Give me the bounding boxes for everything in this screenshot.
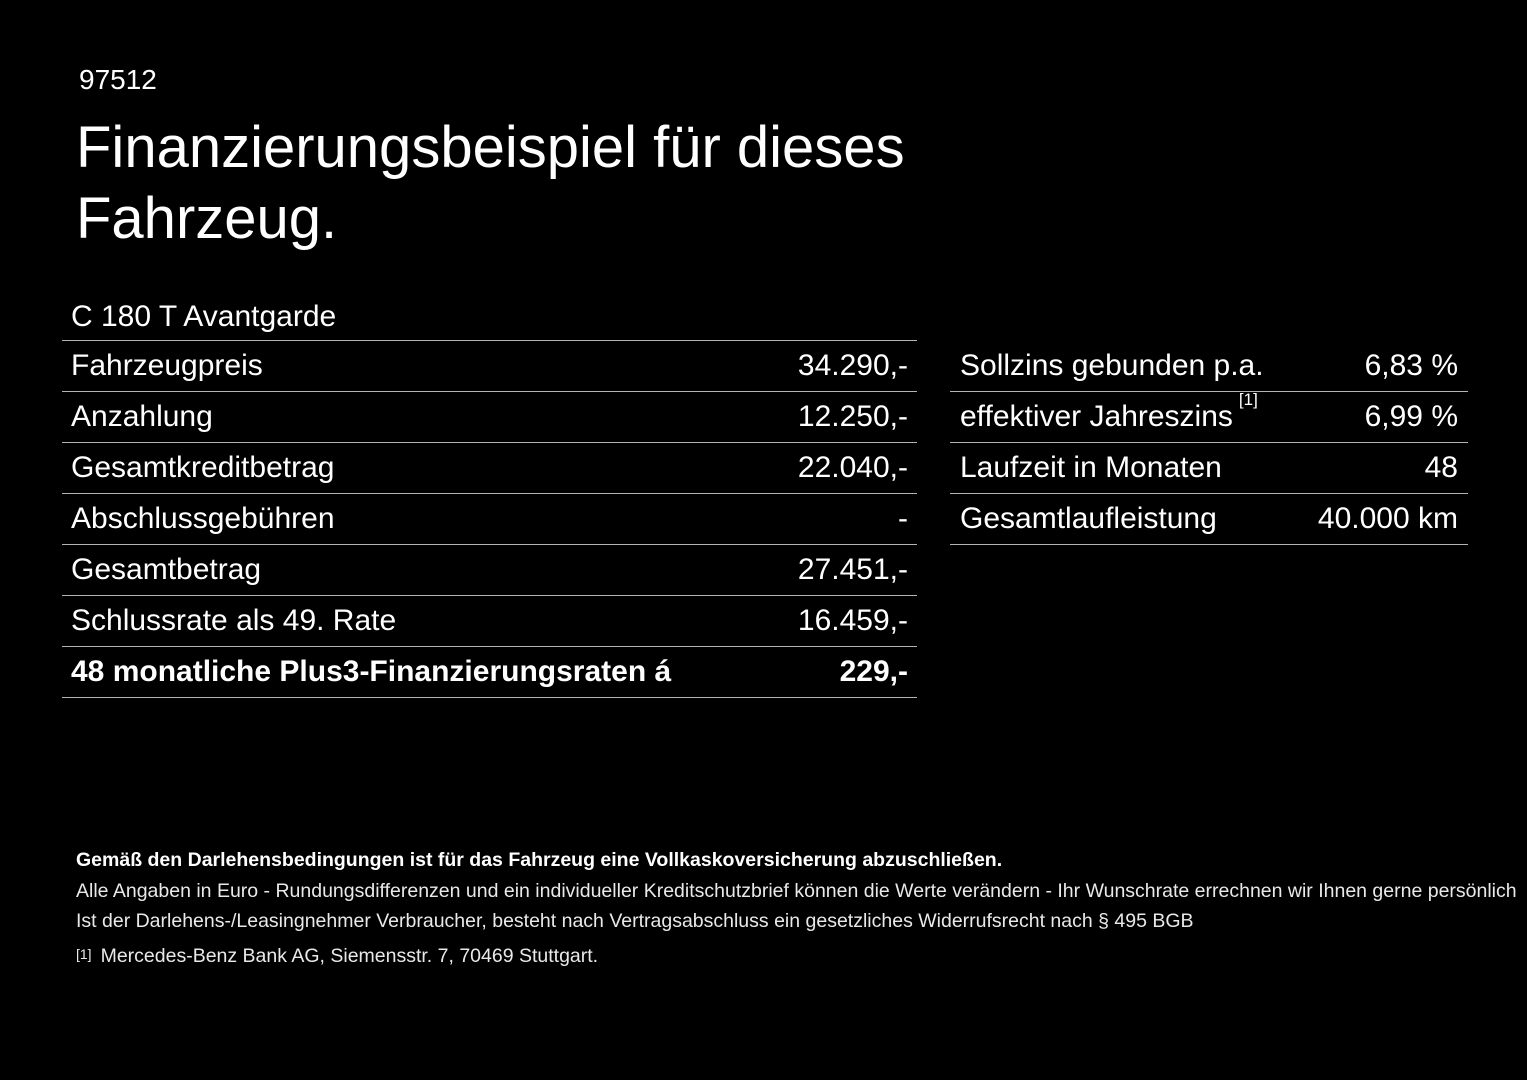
table-row-fahrzeugpreis: [62, 341, 917, 392]
row-value: 22.040,-: [797, 451, 908, 484]
row-value: -: [898, 502, 908, 535]
disclaimer-line-1: Alle Angaben in Euro - Rundungsdifferenzen und ein individueller Kreditschutzbrief können die Werte verändern - Ihr Wunschrate errechnen wir Ihnen gerne persönlich: [76, 880, 1517, 902]
document-number: 97512: [79, 64, 157, 95]
table-row-schlussrate: [62, 596, 917, 647]
conditions-table: [950, 341, 1468, 545]
row-label: Abschlussgebühren: [71, 502, 335, 535]
row-label: Anzahlung: [71, 400, 213, 433]
table-row-gesamtlaufleistung: [950, 494, 1468, 545]
row-label: Gesamtlaufleistung: [960, 502, 1217, 535]
row-value: 6,83 %: [1364, 349, 1458, 382]
row-value: 229,-: [839, 655, 908, 688]
row-label: effektiver Jahreszins[1]: [960, 390, 1258, 433]
row-value: 40.000 km: [1317, 502, 1458, 535]
footnote-ref: [1]: [1238, 390, 1258, 409]
financing-table: [62, 299, 917, 698]
row-label: Schlussrate als 49. Rate: [71, 604, 397, 637]
bank-footnote: [76, 945, 598, 968]
row-value: 16.459,-: [797, 604, 908, 637]
row-value: 27.451,-: [797, 553, 908, 586]
row-value: 34.290,-: [797, 349, 908, 382]
table-row-anzahlung: [62, 392, 917, 443]
page-title-line2: Fahrzeug.: [76, 186, 338, 251]
table-row-abschlussgebuehren: [62, 494, 917, 545]
row-label: Gesamtkreditbetrag: [71, 451, 335, 484]
row-value: 12.250,-: [797, 400, 908, 433]
row-label: Gesamtbetrag: [71, 553, 262, 586]
table-row-gesamtbetrag: [62, 545, 917, 596]
table-row-laufzeit: [950, 443, 1468, 494]
page-title: [76, 112, 905, 254]
table-row-monatsrate: [62, 647, 917, 698]
table-row-effektiver-jahreszins: [950, 392, 1468, 443]
row-label: Sollzins gebunden p.a.: [960, 349, 1264, 382]
page-title-line1: Finanzierungsbeispiel für dieses: [76, 115, 905, 180]
vehicle-model-header: C 180 T Avantgarde: [62, 299, 917, 341]
insurance-note: Gemäß den Darlehensbedingungen ist für das Fahrzeug eine Vollkaskoversicherung abzuschließen.: [76, 849, 1003, 871]
row-value: 6,99 %: [1364, 400, 1458, 433]
row-value: 48: [1424, 451, 1458, 484]
row-label: Laufzeit in Monaten: [960, 451, 1222, 484]
row-label: Fahrzeugpreis: [71, 349, 263, 382]
disclaimer-line-2: Ist der Darlehens-/Leasingnehmer Verbraucher, besteht nach Vertragsabschluss ein gesetzliches Widerrufsrecht nach § 495 BGB: [76, 910, 1194, 932]
footnote-marker: [1]: [76, 946, 92, 962]
row-label: 48 monatliche Plus3-Finanzierungsraten á: [71, 655, 672, 688]
table-row-gesamtkreditbetrag: [62, 443, 917, 494]
footnote-text: Mercedes-Benz Bank AG, Siemensstr. 7, 70469 Stuttgart.: [100, 945, 599, 967]
table-row-sollzins: [950, 341, 1468, 392]
